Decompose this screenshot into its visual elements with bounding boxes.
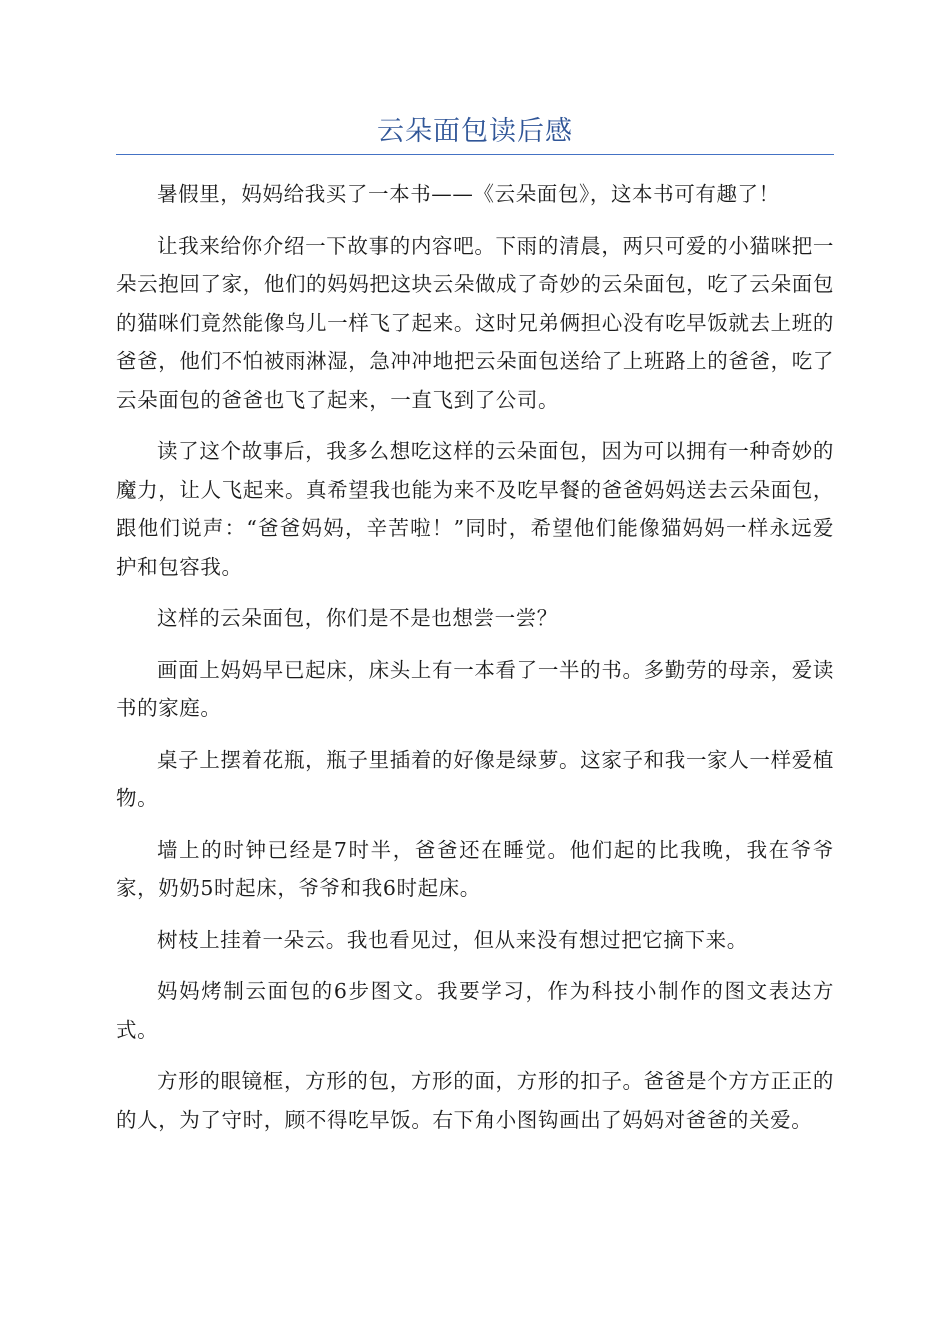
paragraph: 让我来给你介绍一下故事的内容吧。下雨的清晨，两只可爱的小猫咪把一朵云抱回了家，他们的妈妈把这块云朵做成了奇妙的云朵面包，吃了云朵面包的猫咪们竟然能像鸟儿一样飞了起来。这时兄弟俩担心没有吃早饭就去上班的爸爸，他们不怕被雨淋湿，急冲冲地把云朵面包送给了上班路上的爸爸，吃了云朵面包的爸爸也飞了起来，一直飞到了公司。 (116, 233, 834, 412)
paragraph: 画面上妈妈早已起床，床头上有一本看了一半的书。多勤劳的母亲，爱读书的家庭。 (116, 657, 834, 720)
paragraph: 墙上的时钟已经是7时半，爸爸还在睡觉。他们起的比我晚，我在爷爷家，奶奶5时起床，爷爷和我6时起床。 (116, 837, 834, 900)
document-body (116, 175, 834, 1152)
paragraph: 这样的云朵面包，你们是不是也想尝一尝？ (157, 606, 558, 630)
title-underline (116, 154, 834, 155)
document-title: 云朵面包读后感 (377, 116, 573, 147)
paragraph: 方形的眼镜框，方形的包，方形的面，方形的扣子。爸爸是个方方正正的的人，为了守时，顾不得吃早饭。右下角小图钩画出了妈妈对爸爸的关爱。 (116, 1069, 834, 1132)
paragraph: 暑假里，妈妈给我买了一本书——《云朵面包》，这本书可有趣了！ (157, 182, 780, 206)
paragraph: 桌子上摆着花瓶，瓶子里插着的好像是绿萝。这家子和我一家人一样爱植物。 (116, 747, 834, 810)
paragraph: 读了这个故事后，我多么想吃这样的云朵面包，因为可以拥有一种奇妙的魔力，让人飞起来。真希望我也能为来不及吃早餐的爸爸妈妈送去云朵面包，跟他们说声：“爸爸妈妈，辛苦啦！”同时，希望他们能像猫妈妈一样永远爱护和包容我。 (116, 439, 834, 579)
paragraph: 妈妈烤制云面包的6步图文。我要学习，作为科技小制作的图文表达方式。 (116, 979, 834, 1042)
paragraph: 树枝上挂着一朵云。我也看见过，但从来没有想过把它摘下来。 (157, 927, 748, 952)
